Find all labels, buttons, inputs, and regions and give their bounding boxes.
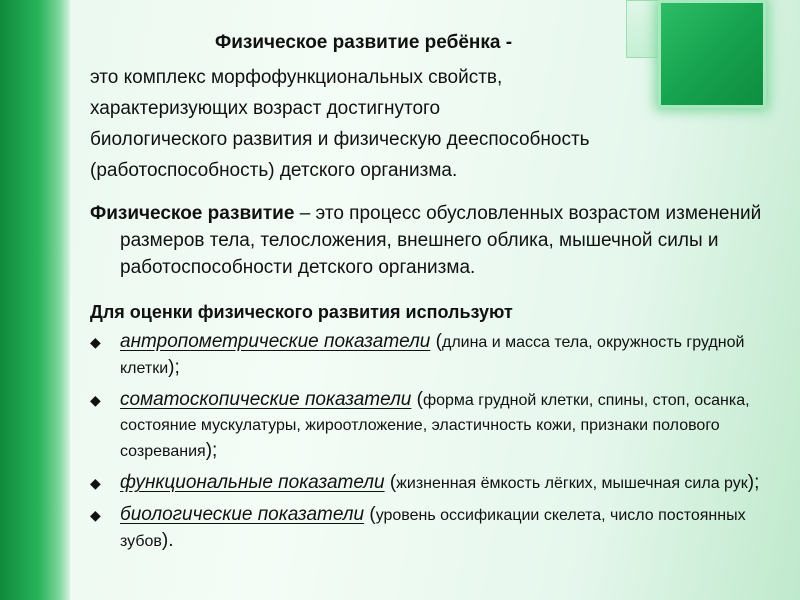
diamond-bullet-icon: ◆ <box>90 392 101 408</box>
list-item <box>90 470 780 496</box>
paren-open: ( <box>384 472 397 493</box>
indicator-description: жизненная ёмкость лёгких, мышечная сила рук <box>396 475 748 492</box>
paren-close: ); <box>168 357 180 378</box>
indicator-description: длина и масса тела, окружность грудной клетки <box>120 334 745 377</box>
indicator-description: уровень оссификации скелета, число постоянных зубов <box>120 507 746 550</box>
process-definition <box>90 200 780 281</box>
definition-block <box>90 62 780 186</box>
left-decorative-bar <box>0 0 70 600</box>
indicator-list <box>90 329 780 554</box>
diamond-bullet-icon: ◆ <box>90 334 101 350</box>
definition-line: это комплекс морфофункциональных свойств, <box>90 67 503 88</box>
paren-close: ). <box>161 530 174 551</box>
paren-open: ( <box>411 389 423 410</box>
indicator-description: форма грудной клетки, спины, стоп, осанка, состояние мускулатуры, жироотложение, эластичность кожи, признаки полового созревания <box>120 392 750 460</box>
slide-title: Физическое развитие ребёнка - <box>215 32 513 53</box>
list-item <box>90 387 780 464</box>
indicator-term: функциональные показатели <box>120 472 385 493</box>
definition-line: биологического развития и физическую дееспособность <box>90 129 590 150</box>
list-heading: Для оценки физического развития используют <box>90 302 513 322</box>
slide-content <box>90 30 780 560</box>
definition-line: характеризующих возраст достигнутого <box>90 98 441 119</box>
paren-open: ( <box>430 331 442 352</box>
paren-close: ); <box>205 440 218 461</box>
indicator-term: соматоскопические показатели <box>120 389 412 410</box>
paren-close: ); <box>747 472 760 493</box>
indicator-term: антропометрические показатели <box>120 331 431 352</box>
list-item <box>90 502 780 554</box>
process-definition-term: Физическое развитие <box>90 203 295 224</box>
diamond-bullet-icon: ◆ <box>90 507 101 523</box>
paren-open: ( <box>364 504 376 525</box>
process-definition-text: – это процесс обусловленных возрастом изменений размеров тела, телосложения, внешнего облика, мышечной силы и работоспособности детского организма. <box>120 203 762 278</box>
list-item <box>90 329 780 381</box>
definition-line: (работоспособность) детского организма. <box>90 160 458 181</box>
indicator-term: биологические показатели <box>120 504 365 525</box>
diamond-bullet-icon: ◆ <box>90 475 101 491</box>
